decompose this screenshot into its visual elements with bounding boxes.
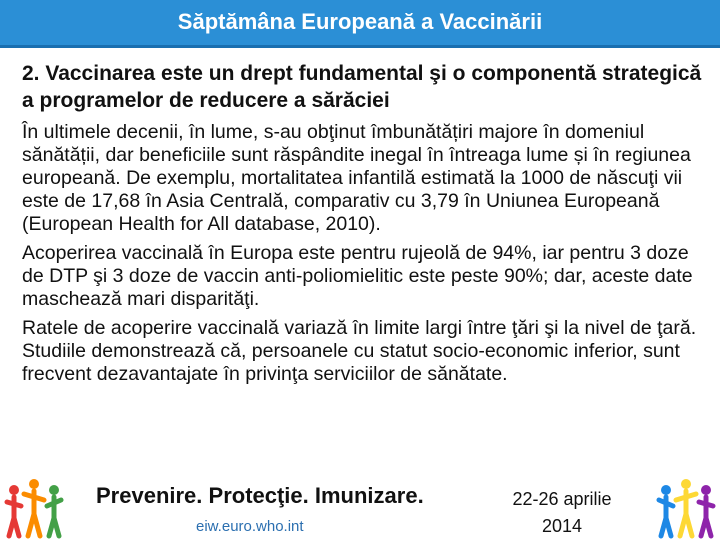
body-text — [22, 121, 712, 392]
footer-year: 2014 — [541, 516, 583, 536]
paragraph-2: Acoperirea vaccinală în Europa este pentru rujeolă de 94%, iar pentru 3 doze de DTP şi 3 doze de vaccin anti-poliomielitic este peste 90%; dar, aceste date maschează mari disparităţi. — [22, 242, 693, 310]
paragraph-1: În ultimele decenii, în lume, s-au obţinut îmbunătățiri majore în domeniul sănătății, dar beneficiile sunt răspândite inegal în întreaga lume și în regiunea europeană. De exemplu, mortalitatea infantilă estimată la 1000 de născuţi vii este de 17,68 în Asia Centrală, comparativ cu 3,79 în Uniunea Europeană (European Health for All database, 2010). — [22, 121, 691, 235]
title-divider — [0, 45, 720, 48]
footer-slogan: Prevenire. Protecţie. Imunizare. — [96, 483, 424, 508]
paragraph-3: Ratele de acoperire vaccinală variază în limite largi între ţări şi la nivel de ţară. Studiile demonstrează că, persoanele cu statut socio-economic inferior, sunt frecvent dezavantajate în privinţa serviciilor de sănătate. — [22, 317, 697, 385]
footer-url-link[interactable]: eiw.euro.who.int — [196, 518, 304, 535]
title-bar — [0, 0, 720, 45]
people-figures-icon — [4, 470, 64, 540]
footer-date — [506, 486, 618, 540]
section-heading: 2. Vaccinarea este un drept fundamental şi o componentă strategică a programelor de reducere a sărăciei — [22, 62, 702, 112]
footer-dates: 22-26 aprilie — [512, 489, 612, 509]
people-figures-icon — [656, 470, 716, 540]
slide-title: Săptămâna Europeană a Vaccinării — [177, 9, 543, 34]
